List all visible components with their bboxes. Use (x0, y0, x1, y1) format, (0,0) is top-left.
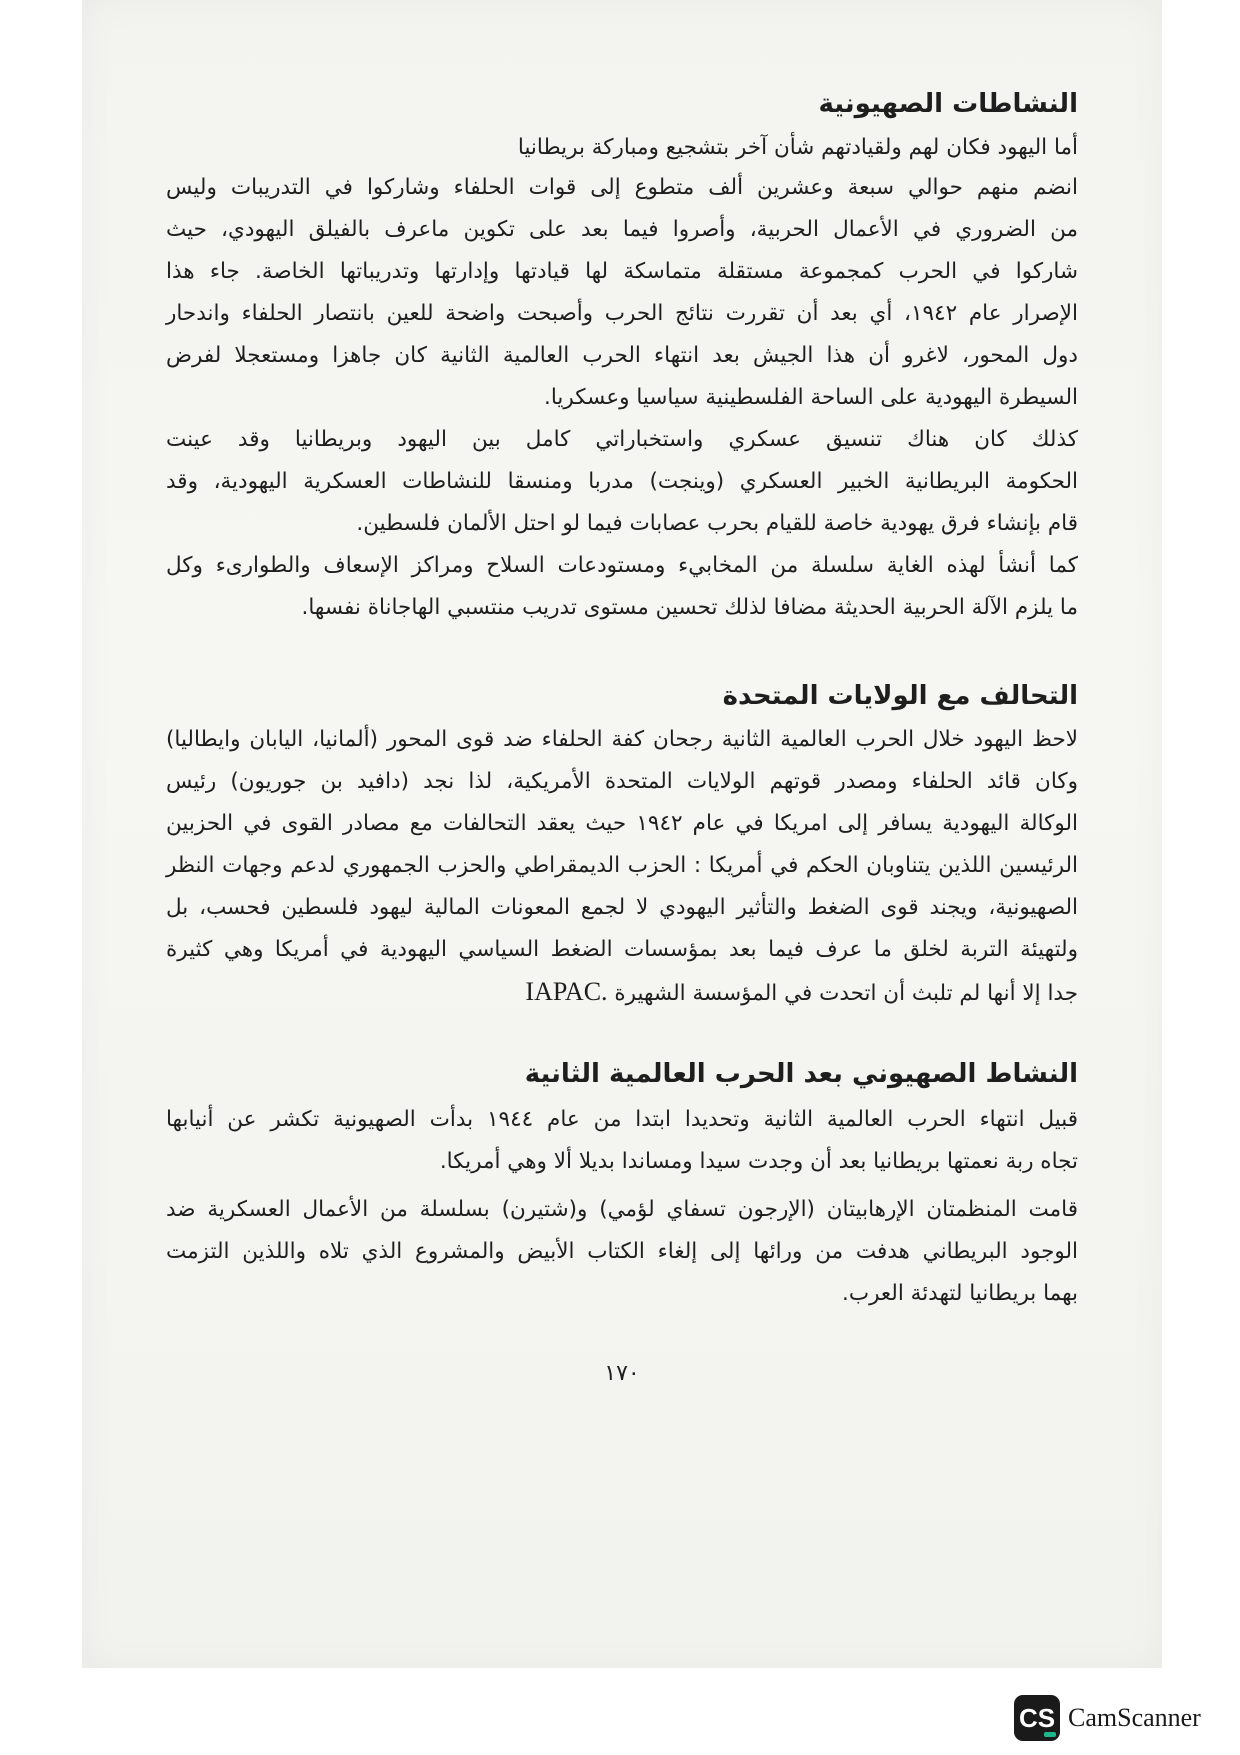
paragraph-line: الرئيسين اللذين يتناوبان الحكم في أمريكا : الحزب الديمقراطي والحزب الجمهوري لدعم وجهات النظر (166, 853, 1078, 878)
paragraph-line: ولتهيئة التربة لخلق ما عرف فيما بعد بمؤسسات الضغط السياسي اليهودية في أمريكا وهي كثيرة (166, 937, 1078, 962)
paragraph-line: قبيل انتهاء الحرب العالمية الثانية وتحديدا ابتدا من عام ١٩٤٤ بدأت الصهيونية تكشر عن أنيابها (166, 1107, 1078, 1132)
paragraph-line: تجاه ربة نعمتها بريطانيا بعد أن وجدت سيدا ومساندا بديلا ألا وهي أمريكا. (439, 1149, 1078, 1174)
paragraph-line: لاحظ اليهود خلال الحرب العالمية الثانية رجحان كفة الحلفاء ضد قوى المحور (ألمانيا، اليابان وايطاليا) (166, 727, 1078, 752)
paragraph-line-with-term (166, 972, 1078, 1014)
paragraph-line: دول المحور، لاغرو أن هذا الجيش بعد انتهاء الحرب العالمية الثانية كان جاهزا ومستعجلا لفرض (166, 343, 1078, 368)
paragraph-line: شاركوا في الحرب كمجموعة مستقلة متماسكة لها قيادتها وإدارتها وتدريباتها الخاصة. جاء هذا (166, 259, 1078, 284)
paragraph-line: السيطرة اليهودية على الساحة الفلسطينية سياسيا وعسكريا. (544, 385, 1078, 410)
camscanner-logo-icon: CS (1014, 1695, 1060, 1741)
paragraph-line: انضم منهم حوالي سبعة وعشرين ألف متطوع إلى قوات الحلفاء وشاركوا في التدريبات وليس (166, 175, 1078, 200)
section-heading-post-war-activity: النشاط الصهيوني بعد الحرب العالمية الثانية (524, 1059, 1078, 1089)
paragraph-line: من الضروري في الأعمال الحربية، وأصروا فيما بعد على تكوين ماعرف بالفيلق اليهودي، حيث (166, 217, 1078, 242)
paragraph-line: الإصرار عام ١٩٤٢، أي بعد أن تقررت نتائج الحرب وأصبحت واضحة للعين بانتصار الحلفاء واندحار (166, 301, 1078, 326)
paragraph-line: كما أنشأ لهذه الغاية سلسلة من المخابيء ومستودعات السلاح ومراكز الإسعاف والطوارىء وكل (166, 553, 1078, 578)
paragraph-line-text: جدا إلا أنها لم تلبث أن اتحدت في المؤسسة الشهيرة (614, 981, 1078, 1006)
paragraph-line: ما يلزم الآلة الحربية الحديثة مضافا لذلك تحسين مستوى تدريب منتسبي الهاجاناة نفسها. (301, 595, 1078, 620)
camscanner-name: CamScanner (1068, 1703, 1201, 1732)
organization-acronym: IAPAC. (525, 977, 608, 1006)
section-heading-zionist-activities: النشاطات الصهيونية (818, 89, 1078, 119)
paragraph-line: الحكومة البريطانية الخبير العسكري (وينجت) مدربا ومنسقا للنشاطات العسكرية اليهودية، وقد (166, 469, 1078, 494)
section-heading-us-alliance: التحالف مع الولايات المتحدة (722, 681, 1078, 711)
camscanner-watermark (1014, 1694, 1201, 1742)
paragraph-line: كذلك كان هناك تنسيق عسكري واستخباراتي كامل بين اليهود وبريطانيا وقد عينت (166, 427, 1078, 452)
paragraph-line: قامت المنظمتان الإرهابيتان (الإرجون تسفاي لؤمي) و(شتيرن) بسلسلة من الأعمال العسكرية ضد (166, 1197, 1078, 1222)
paragraph-line: الوكالة اليهودية يسافر إلى امريكا في عام ١٩٤٢ حيث يعقد التحالفات مع مصادر القوى في الحزبين (166, 811, 1078, 836)
paragraph-line: وكان قائد الحلفاء ومصدر قوتهم الولايات المتحدة الأمريكية، لذا نجد (دافيد بن جوريون) رئيس (166, 769, 1078, 794)
paragraph-line: الصهيونية، ويجند قوى الضغط والتأثير اليهودي لا لجمع المعونات المالية ليهود فلسطين فحسب، بل (166, 895, 1078, 920)
page-number: ١٧٠ (604, 1361, 640, 1386)
paragraph-line: الوجود البريطاني هدفت من ورائها إلى إلغاء الكتاب الأبيض والمشروع الذي تلاه واللذين التزمت (166, 1239, 1078, 1264)
paragraph-line: بهما بريطانيا لتهدئة العرب. (842, 1281, 1078, 1306)
paragraph-line: قام بإنشاء فرق يهودية خاصة للقيام بحرب عصابات فيما لو احتل الألمان فلسطين. (356, 511, 1078, 536)
paragraph-line: أما اليهود فكان لهم ولقيادتهم شأن آخر بتشجيع ومباركة بريطانيا (517, 135, 1078, 160)
scanned-page (82, 0, 1162, 1668)
